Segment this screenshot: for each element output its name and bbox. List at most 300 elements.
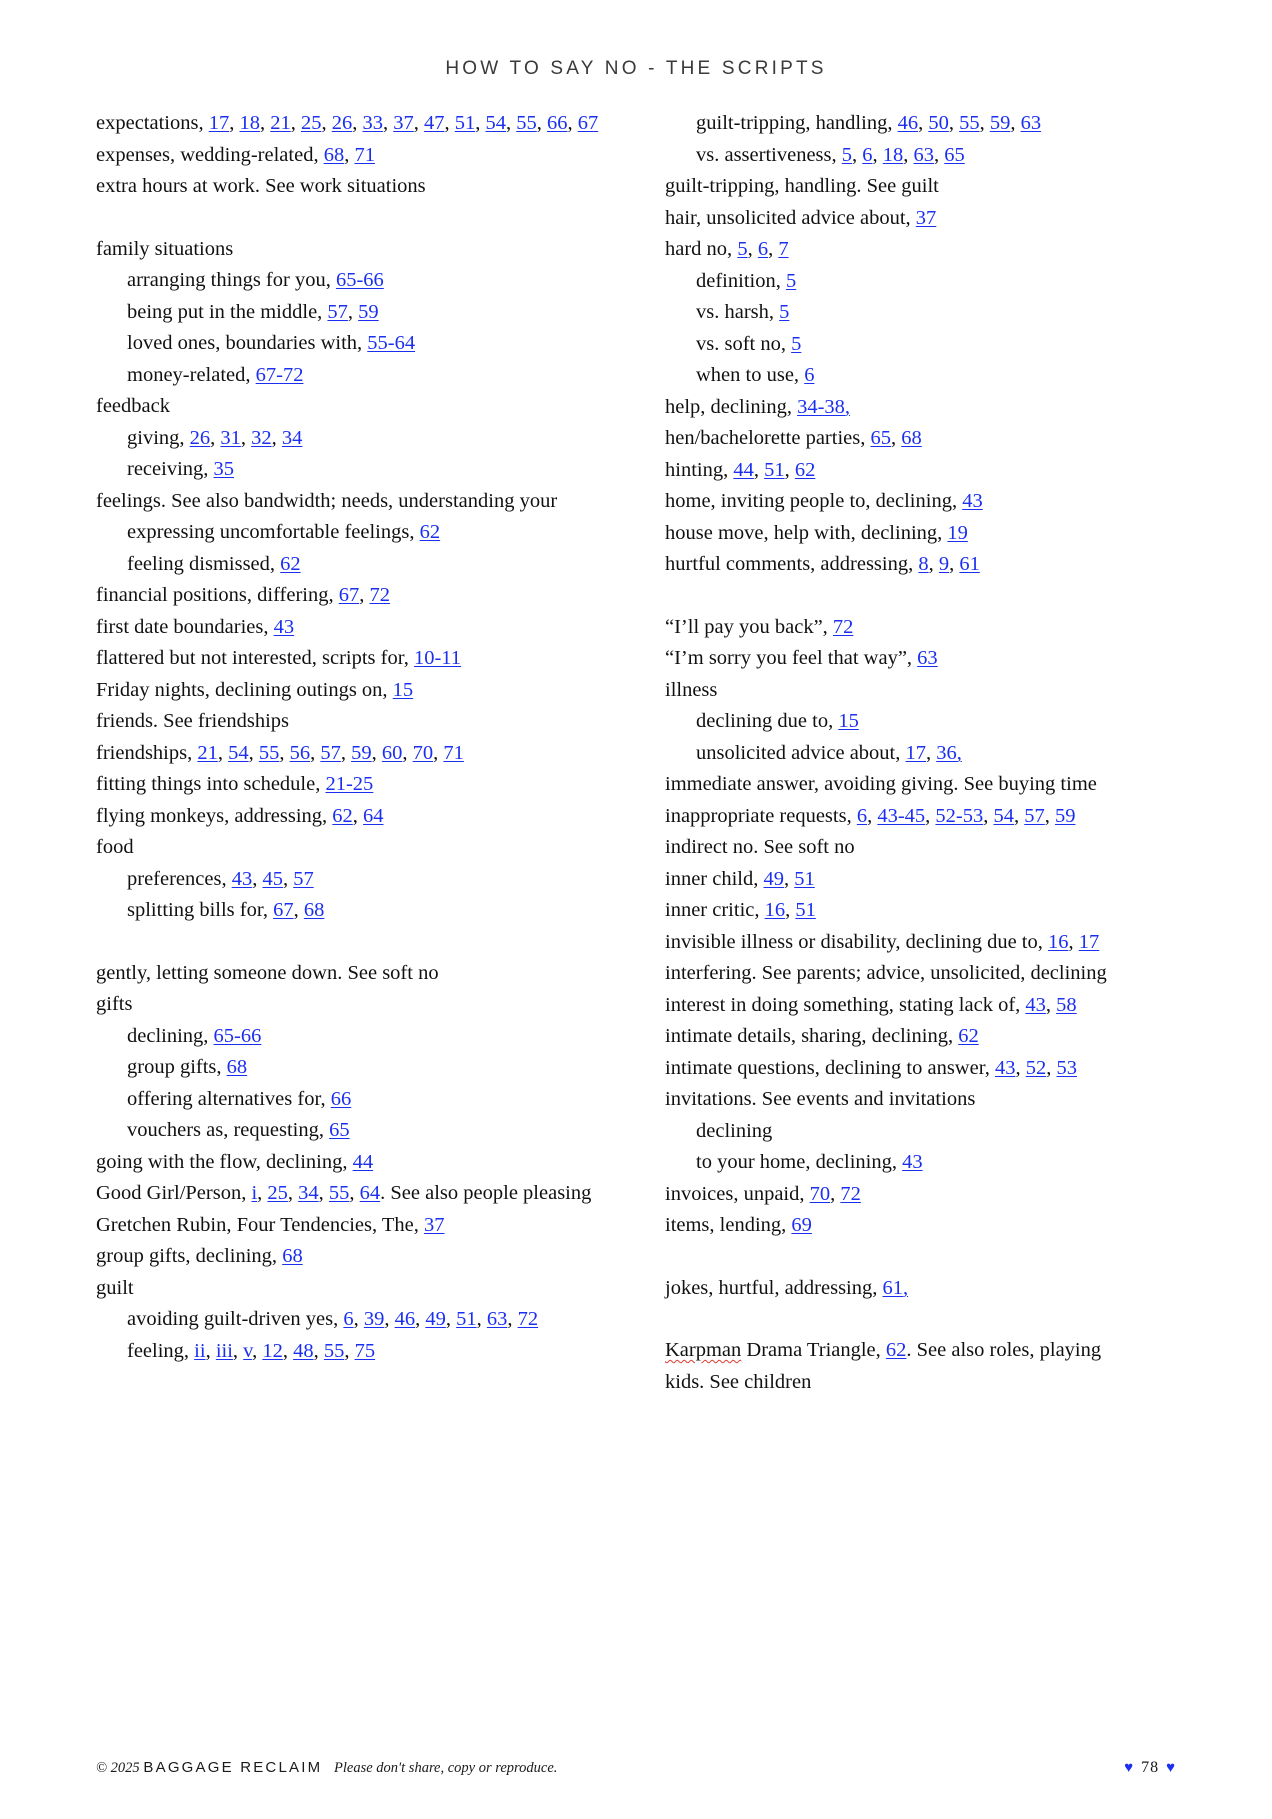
index-entry-label: flying monkeys, addressing, <box>96 804 333 827</box>
page-link[interactable]: 70 <box>809 1182 831 1205</box>
index-entry <box>96 643 607 675</box>
page-link[interactable]: 65-66 <box>213 1024 262 1047</box>
index-entry-label: loved ones, boundaries with, <box>127 332 368 354</box>
index-entry-label: jokes, hurtful, addressing, <box>665 1276 883 1299</box>
page-link[interactable]: 68 <box>226 1056 248 1078</box>
page-link[interactable]: 18 <box>882 143 904 166</box>
index-subentry <box>665 706 1176 738</box>
index-entry-label: “I’m sorry you feel that way”, <box>665 647 918 669</box>
index-subentry <box>96 265 607 297</box>
page-link[interactable]: 62 <box>958 1025 979 1047</box>
page-link[interactable]: 26 <box>189 426 211 449</box>
index-spacer <box>96 927 607 958</box>
page-link[interactable]: 60 <box>381 741 403 764</box>
page-link[interactable]: 16 <box>1048 930 1069 953</box>
brand-name: BAGGAGE RECLAIM <box>143 1758 323 1776</box>
index-subentry: avoiding guilt-driven yes, 6, 39, 46, 49, 51, 63, 72 <box>127 1308 539 1330</box>
index-entry-label: guilt-tripping, handling. See guilt <box>665 175 939 197</box>
index-entry-label: invitations. See events and invitations <box>665 1088 976 1110</box>
index-entry-label: Friday nights, declining outings on, <box>96 678 393 701</box>
page-link[interactable]: 63 <box>1020 112 1042 134</box>
index-entry-label: money-related, <box>127 363 256 386</box>
page-number-group <box>1124 1759 1176 1777</box>
index-entry-label: fitting things into schedule, <box>96 773 326 795</box>
index-entry-label: friends. See friendships <box>96 710 289 732</box>
page-link[interactable]: 61, <box>882 1276 909 1299</box>
index-entry-label: expectations, <box>96 112 209 134</box>
page-link[interactable]: 72 <box>832 615 854 638</box>
page-link[interactable]: 21 <box>270 112 291 134</box>
index-entry-label: kids. See children <box>665 1370 812 1393</box>
page-link[interactable]: 59 <box>358 300 379 323</box>
page-link[interactable]: 43 <box>231 867 253 890</box>
page-link[interactable]: 54 <box>993 804 1014 827</box>
index-entry <box>665 392 1176 424</box>
page-link[interactable]: 6 <box>862 143 873 166</box>
index-entry <box>96 1210 607 1242</box>
index-entry-label: inner child, <box>665 867 764 890</box>
page-link[interactable]: 5 <box>779 301 790 323</box>
index-entry <box>96 1241 607 1273</box>
index-entry-label: feeling, <box>127 1339 195 1362</box>
page-link[interactable]: 68 <box>303 899 325 921</box>
index-entry <box>96 675 607 707</box>
page-link[interactable]: 6 <box>856 804 868 827</box>
index-subentry: guilt-tripping, handling, 46, 50, 55, 59, 63 <box>696 112 1042 134</box>
index-entry: hen/bachelorette parties, 65, 68 <box>665 427 922 449</box>
index-entry <box>96 234 607 266</box>
index-entry-tail: . See also people pleasing <box>380 1182 592 1204</box>
index-entry: inappropriate requests, 6, 43-45, 52-53, 54, 57, 59 <box>665 804 1076 827</box>
page-link[interactable]: 65-66 <box>335 269 384 291</box>
index-subentry <box>665 297 1176 329</box>
page-link[interactable]: 51 <box>456 1308 477 1330</box>
index-subentry: being put in the middle, 57, 59 <box>127 300 379 323</box>
page-link[interactable]: 31 <box>220 426 241 449</box>
index-subentry <box>96 454 607 486</box>
index-entry-label: guilt-tripping, handling, <box>696 112 898 134</box>
page-link[interactable]: 36, <box>936 741 962 764</box>
index-entry-label: interfering. See parents; advice, unsolicited, declining <box>665 962 1107 984</box>
index-entry-label: declining, <box>127 1024 214 1047</box>
page-link[interactable]: 19 <box>947 521 968 544</box>
page-link[interactable]: 47 <box>423 112 445 134</box>
index-entry-label: illness <box>665 678 718 701</box>
index-entry-label: being put in the middle, <box>127 300 328 323</box>
page-link[interactable]: 49 <box>425 1308 446 1330</box>
page-link[interactable]: 66 <box>546 112 568 134</box>
index-subentry: vs. assertiveness, 5, 6, 18, 63, 65 <box>696 143 965 166</box>
index-entry-label: extra hours at work. See work situations <box>96 175 426 197</box>
page-link[interactable]: 39 <box>363 1308 385 1330</box>
index-entry-label: offering alternatives for, <box>127 1087 331 1110</box>
index-entry-label: preferences, <box>127 867 232 890</box>
page-link[interactable]: 72 <box>369 584 390 606</box>
index-entry: hinting, 44, 51, 62 <box>665 458 816 481</box>
index-entry-label: declining <box>696 1119 773 1142</box>
page-link[interactable]: 65 <box>870 427 891 449</box>
page-link[interactable]: 49 <box>763 867 784 890</box>
index-subentry <box>96 328 607 360</box>
index-entry-label: house move, help with, declining, <box>665 521 948 544</box>
page-link[interactable]: 35 <box>213 458 235 480</box>
index-entry-label: immediate answer, avoiding giving. See buying time <box>665 773 1097 795</box>
page-link[interactable]: 67-72 <box>255 363 304 386</box>
page-link[interactable]: 32 <box>251 426 272 449</box>
index-entry-label: group gifts, declining, <box>96 1245 283 1267</box>
page-link[interactable]: 62 <box>419 521 441 543</box>
index-entry-label: invisible illness or disability, declining due to, <box>665 930 1049 953</box>
page-link[interactable]: 17 <box>905 741 926 764</box>
page-link[interactable]: 37 <box>424 1213 445 1236</box>
page-link[interactable]: 59 <box>989 112 1011 134</box>
index-entry <box>665 769 1176 801</box>
page-link[interactable]: 66 <box>330 1087 352 1110</box>
page-link[interactable]: 43 <box>902 1151 923 1173</box>
page-link[interactable]: 6 <box>757 238 769 260</box>
index-entry <box>96 958 607 990</box>
index-entry-label: inner critic, <box>665 899 765 921</box>
index-entry-label: definition, <box>696 269 786 292</box>
page-link[interactable]: 45 <box>262 867 283 890</box>
page-link[interactable]: 34 <box>281 426 303 449</box>
index-entry <box>96 391 607 423</box>
page-link[interactable]: 6 <box>804 364 815 386</box>
index-entry-label: hurtful comments, addressing, <box>665 553 919 575</box>
index-entry: hurtful comments, addressing, 8, 9, 61 <box>665 553 980 575</box>
index-entry-label: intimate questions, declining to answer, <box>665 1056 995 1079</box>
index-entry <box>665 203 1176 235</box>
index-entry-label: hard no, <box>665 238 738 260</box>
index-subentry <box>96 1084 607 1116</box>
index-subentry <box>96 1052 607 1084</box>
index-subentry: splitting bills for, 67, 68 <box>127 899 325 921</box>
page-link[interactable]: 43 <box>962 490 983 512</box>
index-entry: intimate questions, declining to answer, 43, 52, 53 <box>665 1056 1077 1079</box>
index-subentry <box>665 266 1176 298</box>
page-link[interactable]: i <box>251 1182 258 1204</box>
page-link[interactable]: 26 <box>331 112 353 134</box>
page-link[interactable]: 72 <box>517 1308 539 1330</box>
page-link[interactable]: 62 <box>280 552 301 575</box>
page-link[interactable]: 10-11 <box>413 647 462 669</box>
index-entry-label: financial positions, differing, <box>96 584 339 606</box>
page-link[interactable]: 65 <box>944 143 965 166</box>
page-link[interactable]: 5 <box>785 269 797 292</box>
index-entry-label: feeling dismissed, <box>127 552 281 575</box>
page-link[interactable]: 43 <box>994 1056 1016 1079</box>
index-entry-label: hen/bachelorette parties, <box>665 427 871 449</box>
index-entry-label: vs. soft no, <box>696 332 792 355</box>
page-link[interactable]: 21-25 <box>325 773 374 795</box>
index-entry-label: Good Girl/Person, <box>96 1182 252 1204</box>
index-entry-label: splitting bills for, <box>127 899 274 921</box>
index-entry <box>96 832 607 864</box>
page-link[interactable]: 61 <box>959 553 980 575</box>
page-link[interactable]: 59 <box>1055 804 1076 827</box>
index-entry: expenses, wedding-related, 68, 71 <box>96 143 375 166</box>
index-entry: Good Girl/Person, i, 25, 34, 55, 64. See also people pleasing <box>96 1182 592 1204</box>
index-entry <box>665 1273 1176 1305</box>
index-entry-label: hair, unsolicited advice about, <box>665 206 916 229</box>
index-entry-label: gifts <box>96 993 133 1015</box>
index-subentry: preferences, 43, 45, 57 <box>127 867 314 890</box>
page-link[interactable]: 17 <box>1078 930 1100 953</box>
page-link[interactable]: 48 <box>293 1339 314 1362</box>
page-link[interactable]: 75 <box>354 1339 376 1362</box>
page-link[interactable]: 62 <box>332 804 353 827</box>
index-entry <box>665 1335 1176 1367</box>
page-link[interactable]: 71 <box>354 143 375 166</box>
page-link[interactable]: 67 <box>338 584 360 606</box>
page-link[interactable]: iii <box>215 1339 233 1362</box>
index-entry-label: receiving, <box>127 458 214 480</box>
index-entry-label: declining due to, <box>696 710 839 732</box>
page-link[interactable]: 37 <box>393 112 414 134</box>
heart-icon-left: ♥ <box>1124 1759 1135 1776</box>
page-link[interactable]: 57 <box>1024 804 1045 827</box>
index-entry-label: when to use, <box>696 364 805 386</box>
page-link[interactable]: 17 <box>208 112 230 134</box>
index-entry-label: inappropriate requests, <box>665 804 857 827</box>
page-link[interactable]: 57 <box>293 867 314 890</box>
page-link[interactable]: 64 <box>359 1182 381 1204</box>
index-entry-label: flattered but not interested, scripts for, <box>96 647 414 669</box>
index-entry-label: family situations <box>96 237 234 260</box>
page-link[interactable]: v <box>243 1339 253 1362</box>
page-link[interactable]: 70 <box>412 741 434 764</box>
index-entry-label: unsolicited advice about, <box>696 741 906 764</box>
index-spacer <box>665 1242 1176 1273</box>
page-link[interactable]: 43 <box>273 615 295 638</box>
index-entry-label: gently, letting someone down. See soft no <box>96 961 439 984</box>
index-entry-label: home, inviting people to, declining, <box>665 490 963 512</box>
index-entry <box>665 1210 1176 1242</box>
index-entry-label: friendships, <box>96 741 198 764</box>
page-link[interactable]: 46 <box>897 112 919 134</box>
index-subentry: feeling, ii, iii, v, 12, 48, 55, 75 <box>127 1339 376 1362</box>
index-subentry <box>665 360 1176 392</box>
page-link[interactable]: 69 <box>791 1214 812 1236</box>
index-entry <box>665 958 1176 990</box>
page-link[interactable]: 63 <box>486 1308 508 1330</box>
page-link[interactable]: 55 <box>328 1182 350 1204</box>
page-link[interactable]: 55 <box>959 112 980 134</box>
index-entry-label: interest in doing something, stating lack of, <box>665 993 1026 1016</box>
index-entry: friendships, 21, 54, 55, 56, 57, 59, 60, 70, 71 <box>96 741 464 764</box>
index-entry <box>96 769 607 801</box>
page-link[interactable]: 71 <box>443 741 464 764</box>
index-entry-label: giving, <box>127 426 190 449</box>
index-entry <box>665 832 1176 864</box>
index-entry-label: arranging things for you, <box>127 269 336 291</box>
index-column-left <box>96 108 607 1398</box>
index-entry <box>665 518 1176 550</box>
index-subentry <box>96 1021 607 1053</box>
page-link[interactable]: 51 <box>764 458 785 481</box>
index-entry-label: hinting, <box>665 458 734 481</box>
index-entry <box>96 706 607 738</box>
index-subentry <box>96 1115 607 1147</box>
index-subentry: giving, 26, 31, 32, 34 <box>127 426 303 449</box>
page-link[interactable]: 43 <box>1025 993 1046 1016</box>
page-link[interactable]: 37 <box>915 206 937 229</box>
page-link[interactable]: 67 <box>273 899 294 921</box>
page-link[interactable]: 51 <box>795 899 816 921</box>
index-entry: hard no, 5, 6, 7 <box>665 238 789 260</box>
page-link[interactable]: 53 <box>1056 1056 1077 1079</box>
page-link[interactable]: 44 <box>733 458 754 481</box>
page-link[interactable]: 68 <box>323 143 345 166</box>
page-link[interactable]: 57 <box>320 741 341 764</box>
index-entry: financial positions, differing, 67, 72 <box>96 584 390 606</box>
page-link[interactable]: 67 <box>577 112 599 134</box>
index-entry <box>96 1147 607 1179</box>
page-link[interactable]: 51 <box>794 867 815 890</box>
index-spacer <box>96 203 607 234</box>
index-entry-label: vs. assertiveness, <box>696 143 842 166</box>
page-link[interactable]: 6 <box>343 1308 354 1330</box>
page-link[interactable]: 55 <box>258 741 280 764</box>
page-link[interactable]: 64 <box>363 804 384 827</box>
page-link[interactable]: 5 <box>791 332 802 355</box>
page-link[interactable]: ii <box>194 1339 206 1362</box>
index-entry <box>665 171 1176 203</box>
index-entry-label: expressing uncomfortable feelings, <box>127 521 420 543</box>
index-entry-label: items, lending, <box>665 1214 792 1236</box>
page-link[interactable]: 55 <box>323 1339 345 1362</box>
index-entry <box>665 643 1176 675</box>
page-link[interactable]: 65 <box>329 1119 350 1141</box>
page-link[interactable]: 50 <box>928 112 949 134</box>
page-link[interactable]: 25 <box>267 1182 288 1204</box>
index-subentry <box>665 329 1176 361</box>
index-entry-label: avoiding guilt-driven yes, <box>127 1308 344 1330</box>
index-entry-label: feelings. See also bandwidth; needs, understanding your <box>96 489 558 512</box>
index-entry <box>96 989 607 1021</box>
page-link[interactable]: 25 <box>300 112 322 134</box>
page-link[interactable]: 43-45 <box>877 804 926 827</box>
page-footer <box>96 1759 1176 1778</box>
page-link[interactable]: 52-53 <box>935 804 984 827</box>
index-spacer <box>665 581 1176 612</box>
page-link[interactable]: 15 <box>392 678 414 701</box>
spellcheck-underline: Karpman <box>665 1339 742 1361</box>
index-entry-label: guilt <box>96 1276 134 1299</box>
page-link[interactable]: 59 <box>351 741 372 764</box>
index-entry-label: vs. harsh, <box>696 301 780 323</box>
index-entry: flying monkeys, addressing, 62, 64 <box>96 804 384 827</box>
page-link[interactable]: 52 <box>1025 1056 1047 1079</box>
index-entry-label: group gifts, <box>127 1056 227 1078</box>
index-spacer <box>665 1304 1176 1335</box>
page-link[interactable]: 9 <box>938 553 950 575</box>
footer-left <box>96 1759 557 1777</box>
page-link[interactable]: 16 <box>764 899 786 921</box>
index-entry <box>96 612 607 644</box>
index-entry: inner critic, 16, 51 <box>665 899 816 921</box>
heart-icon-right: ♥ <box>1166 1759 1176 1776</box>
index-entry-label: to your home, declining, <box>696 1151 903 1173</box>
page-link[interactable]: 63 <box>913 143 935 166</box>
index-entry <box>665 486 1176 518</box>
index-subentry <box>96 360 607 392</box>
page-link[interactable]: 54 <box>228 741 249 764</box>
index-entry-label: going with the flow, declining, <box>96 1150 353 1173</box>
index-column-right <box>665 108 1176 1398</box>
index-subentry <box>665 1147 1176 1179</box>
page-link[interactable]: 55-64 <box>367 332 416 354</box>
index-entry: inner child, 49, 51 <box>665 867 815 890</box>
page-link[interactable]: 62 <box>885 1339 907 1361</box>
index-entry-label: food <box>96 836 134 858</box>
index-entry: invisible illness or disability, declining due to, 16, 17 <box>665 930 1100 953</box>
index-entry-label: indirect no. See soft no <box>665 836 855 858</box>
index-entry-label: Karpman Drama Triangle, <box>665 1339 886 1361</box>
page-link[interactable]: 12 <box>262 1339 283 1362</box>
running-head: HOW TO SAY NO - THE SCRIPTS <box>445 58 827 79</box>
index-entry: expectations, 17, 18, 21, 25, 26, 33, 37, 47, 51, 54, 55, 66, 67 <box>96 112 599 134</box>
page-link[interactable]: 15 <box>838 710 859 732</box>
page-link[interactable]: 21 <box>197 741 218 764</box>
index-entry-label: first date boundaries, <box>96 615 274 638</box>
page-number: 78 <box>1141 1759 1160 1776</box>
index-entry <box>665 1367 1176 1399</box>
index-entry <box>665 675 1176 707</box>
page-link[interactable]: 58 <box>1056 993 1077 1016</box>
page-link[interactable]: 7 <box>778 238 789 260</box>
page-link[interactable]: 51 <box>454 112 476 134</box>
page-link[interactable]: 34-38, <box>797 395 851 418</box>
index-subentry: unsolicited advice about, 17, 36, <box>696 741 962 764</box>
page-link[interactable]: 18 <box>239 112 260 134</box>
page-link[interactable]: 8 <box>918 553 929 575</box>
index-entry: invoices, unpaid, 70, 72 <box>665 1182 861 1205</box>
index-entry <box>96 486 607 518</box>
page-link[interactable]: 5 <box>737 238 748 260</box>
page-link[interactable]: 68 <box>282 1245 303 1267</box>
page-link[interactable]: 56 <box>289 741 311 764</box>
page-link[interactable]: 57 <box>327 300 348 323</box>
index-entry-label: feedback <box>96 395 170 417</box>
page-link[interactable]: 72 <box>840 1182 861 1205</box>
index-entry-label: vouchers as, requesting, <box>127 1119 330 1141</box>
page-link[interactable]: 5 <box>841 143 853 166</box>
index-entry-label: expenses, wedding-related, <box>96 143 324 166</box>
page-link[interactable]: 55 <box>516 112 537 134</box>
page-link[interactable]: 68 <box>901 427 922 449</box>
copyright-text: © 2025 <box>96 1759 140 1776</box>
page-link[interactable]: 44 <box>352 1150 374 1173</box>
page-link[interactable]: 46 <box>394 1308 416 1330</box>
page-link[interactable]: 34 <box>298 1182 319 1204</box>
index-entry-label: “I’ll pay you back”, <box>665 615 833 638</box>
index-entry <box>665 1021 1176 1053</box>
index-columns <box>96 108 1176 1398</box>
index-entry: interest in doing something, stating lack of, 43, 58 <box>665 993 1077 1016</box>
page-link[interactable]: 62 <box>794 458 816 481</box>
index-entry <box>96 171 607 203</box>
footer-note: Please don't share, copy or reproduce. <box>334 1759 558 1776</box>
index-entry-label: intimate details, sharing, declining, <box>665 1025 959 1047</box>
index-subentry <box>665 1116 1176 1148</box>
page-link[interactable]: 54 <box>485 112 506 134</box>
index-entry <box>96 1273 607 1305</box>
index-subentry <box>96 549 607 581</box>
page-link[interactable]: 63 <box>917 647 938 669</box>
index-entry-label: invoices, unpaid, <box>665 1182 810 1205</box>
page-link[interactable]: 33 <box>362 112 383 134</box>
